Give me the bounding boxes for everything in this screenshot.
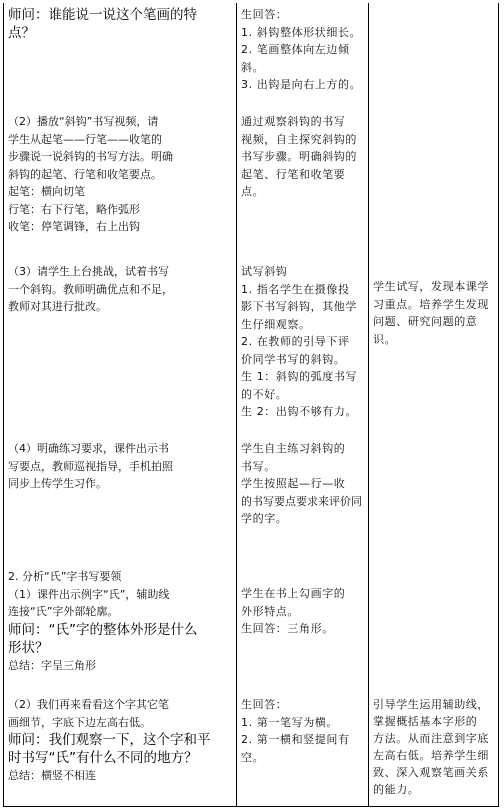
student-line: 生回答：三角形。	[241, 622, 334, 635]
student-line: 生 2：出钩不够有力。	[241, 405, 358, 418]
student-line: 学生在书上勾画字的	[241, 587, 346, 600]
intent-line: 引导学生运用辅助线，	[373, 698, 489, 711]
row-3-intent-cell	[373, 278, 497, 348]
row-1-teacher-cell	[8, 6, 234, 42]
row-3-student-cell	[241, 263, 365, 421]
intent-line: 方法。从而注意到字底	[373, 732, 489, 745]
teacher-line: 连接“氏”字外部轮廓。	[8, 605, 119, 618]
student-line: 学的字。	[241, 512, 288, 525]
teacher-question: 师问：“氏”字的整体外形是什么	[8, 621, 198, 638]
row-2-teacher-cell	[8, 113, 234, 236]
teacher-line: 学生从起笔——行笔——收笔的	[8, 132, 162, 146]
table-border-bottom	[3, 806, 499, 807]
student-line: 生回答：	[241, 698, 288, 711]
student-line: 的不好。	[241, 387, 288, 401]
row-2-student-cell	[241, 113, 365, 201]
row-3-teacher-cell	[8, 263, 234, 316]
table-border-right	[498, 3, 499, 807]
student-line: 空。	[241, 750, 265, 764]
student-line: 2. 第一横和竖提间有	[241, 733, 350, 746]
intent-line: 问题、研究问题的意	[373, 315, 478, 328]
teacher-line: 起笔：横向切笔	[8, 185, 85, 198]
row-5-student-cell	[241, 585, 365, 638]
student-line: 1. 指名学生在摄像投	[241, 282, 350, 296]
student-line: 点。	[241, 185, 265, 198]
teacher-line: 2. 分析“氏”字书写要领	[8, 570, 122, 583]
intent-line: 学生试写，发现本课学	[373, 280, 489, 293]
intent-line: 左高右低。培养学生细	[373, 749, 489, 762]
teacher-question: 师问：我们观察一下，这个字和平	[8, 732, 211, 748]
intent-line: 的能力。	[373, 783, 420, 796]
student-line: 3. 出钩是向右上方的。	[241, 78, 362, 91]
student-line: 起笔、行笔和收笔要	[241, 167, 346, 181]
student-line: 通过观察斜钩的书写	[241, 115, 346, 128]
teacher-line: 画细节，字底下边左高右低。	[8, 715, 151, 729]
intent-line: 习重点。培养学生发现	[373, 297, 489, 311]
student-line: 的书写要点要求来评价同	[241, 494, 362, 508]
teacher-question: 时书写“氏”有什么不同的地方？	[8, 750, 198, 766]
student-line: 2. 在教师的引导下评	[241, 335, 350, 348]
row-6-intent-cell	[373, 696, 497, 798]
student-line: 试写斜钩	[241, 265, 288, 278]
student-line: 外形特点。	[241, 604, 299, 618]
student-line: 价同学书写的斜钩。	[241, 352, 346, 366]
teacher-line: 教师对其进行批改。	[8, 300, 107, 313]
student-line: 影下书写斜钩，其他学	[241, 300, 357, 313]
student-line: 1. 斜钩整体形状细长。	[241, 25, 362, 39]
student-line: 视频，自主探究斜钩的	[241, 132, 357, 146]
table-column-divider-2	[368, 3, 369, 807]
intent-line: 识。	[373, 332, 397, 346]
teacher-line: 行笔：右下行笔，略作弧形	[8, 202, 140, 216]
student-line: 生回答：	[241, 8, 288, 21]
intent-line: 致、深入观察笔画关系	[373, 766, 489, 779]
student-line: 生 1：斜钩的弧度书写	[241, 370, 358, 383]
row-4-student-cell	[241, 440, 365, 528]
teacher-line: （2）播放“斜钩”书写视频，请	[8, 115, 159, 128]
table-border-left	[3, 3, 4, 807]
table-column-divider-1	[236, 3, 237, 807]
teacher-line: 收笔：停笔调锋，右上出钩	[8, 220, 140, 233]
row-4-teacher-cell	[8, 440, 234, 493]
teacher-line: 步骤说一说斜钩的书写方法。明确	[8, 150, 173, 163]
row-6-teacher-cell	[8, 696, 234, 785]
teacher-line: （3）请学生上台挑战，试着书写	[8, 265, 169, 278]
row-1-student-cell	[241, 6, 365, 94]
teacher-line: 斜钩的起笔、行笔和收笔要点。	[8, 167, 162, 181]
student-line: 学生自主练习斜钩的	[241, 442, 346, 455]
teacher-question: 点？	[8, 25, 35, 41]
teacher-line: 写要点，教师巡视指导，手机拍照	[8, 459, 173, 473]
student-line: 书写步骤。明确斜钩的	[241, 150, 357, 163]
teacher-line: （1）课件出示例字“氏”，辅助线	[8, 587, 170, 601]
row-6-student-cell	[241, 696, 365, 766]
teacher-line: 同步上传学生习作。	[8, 477, 107, 490]
teacher-summary: 总结：字呈三角形	[8, 658, 96, 672]
teacher-line: 一个斜钩。教师明确优点和不足，	[8, 282, 173, 296]
student-line: 生仔细观察。	[241, 317, 311, 331]
intent-line: 掌握概括基本字形的	[373, 715, 478, 728]
student-line: 1. 第一笔写为横。	[241, 715, 338, 729]
teacher-question: 形状？	[8, 639, 49, 656]
teacher-question: 师问：谁能说一说这个笔画的特	[8, 7, 197, 23]
student-line: 2. 笔画整体向左边倾	[241, 43, 350, 56]
student-line: 书写。	[241, 459, 276, 473]
student-line: 斜。	[241, 60, 265, 74]
teacher-line: （2）我们再来看看这个字其它笔	[8, 698, 169, 711]
student-line: 学生按照起—行—收	[241, 477, 346, 490]
teacher-line: （4）明确练习要求，课件出示书	[8, 442, 169, 455]
teacher-summary: 总结：横竖不相连	[8, 769, 96, 782]
row-5-teacher-cell	[8, 568, 234, 674]
